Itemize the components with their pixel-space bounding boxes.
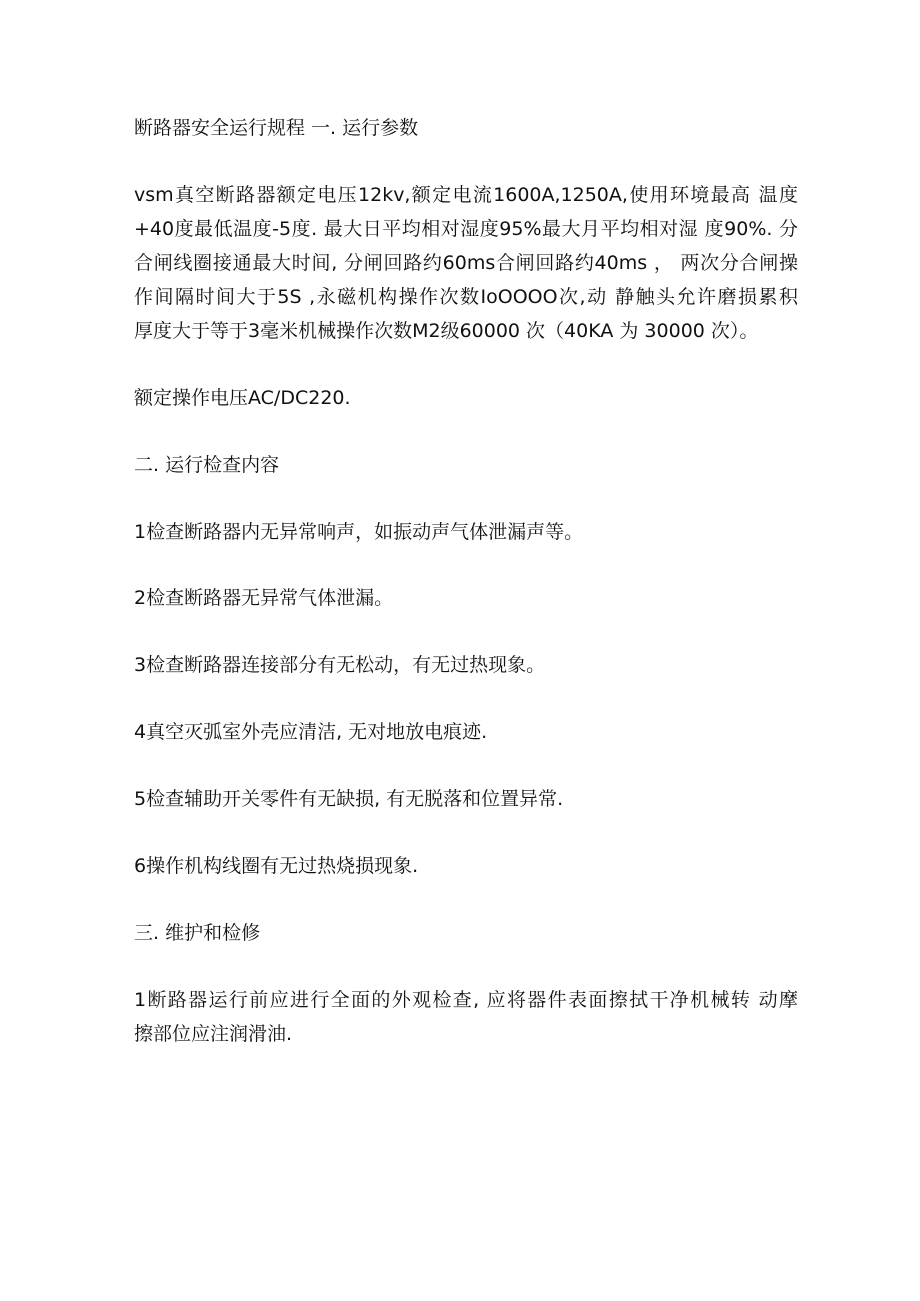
- check-item-3: 3检查断路器连接部分有无松动，有无过热现象。: [134, 654, 546, 676]
- check-item-1: 1检查断路器内无异常响声，如振动声气体泄漏声等。: [134, 521, 584, 543]
- section-3-heading: 三. 维护和检修: [134, 922, 261, 944]
- rated-voltage: 额定操作电压AC/DC220.: [134, 387, 351, 409]
- check-item-2: 2检查断路器无异常气体泄漏。: [134, 587, 394, 609]
- check-item-4: 4真空灭弧室外壳应清洁, 无对地放电痕迹.: [134, 721, 488, 743]
- check-item-6: 6操作机构线圈有无过热烧损现象.: [134, 855, 419, 877]
- document-title: 断路器安全运行规程 一. 运行参数: [134, 117, 419, 139]
- params-line-2: +40度最低温度-5度. 最大日平均相对湿度95%最大月平均相对湿 度90%. 分: [134, 218, 798, 240]
- maintenance-line-1: 1断路器运行前应进行全面的外观检查, 应将器件表面擦拭干净机械转 动摩: [134, 989, 798, 1011]
- params-line-1: vsm真空断路器额定电压12kv,额定电流1600A,1250A,使用环境最高 温度: [134, 184, 798, 206]
- section-2-heading: 二. 运行检查内容: [134, 454, 280, 476]
- check-item-5: 5检查辅助开关零件有无缺损, 有无脱落和位置异常.: [134, 788, 564, 810]
- params-line-4: 作间隔时间大于5S ,永磁机构操作次数IoOOOO次,动 静触头允许磨损累积: [134, 286, 798, 308]
- params-line-3: 合闸线圈接通最大时间, 分闸回路约60ms合闸回路约40ms ， 两次分合闸操: [134, 252, 798, 274]
- params-line-5: 厚度大于等于3毫米机械操作次数M2级60000 次（40KA 为 30000 次）。: [134, 320, 759, 342]
- maintenance-line-2: 擦部位应注润滑油.: [134, 1023, 293, 1045]
